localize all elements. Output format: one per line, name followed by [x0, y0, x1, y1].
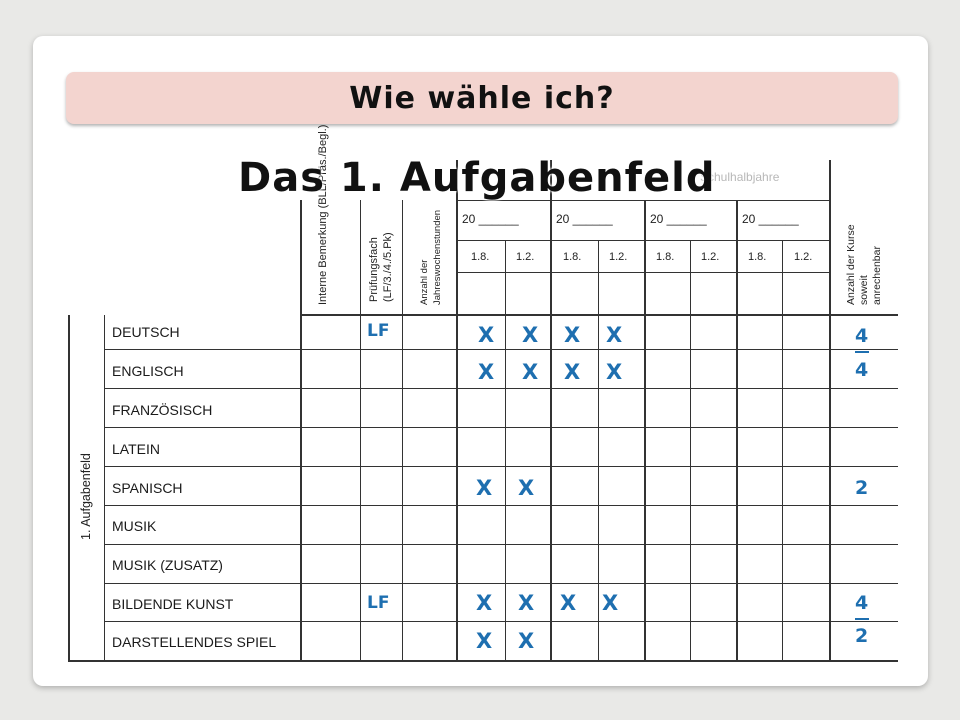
darstellendes-spiel-x-mark: X: [476, 629, 493, 653]
year-label: 20 ______: [462, 212, 519, 226]
bildende-kunst-x-mark: X: [602, 591, 619, 615]
deutsch-course-count: 4: [855, 325, 869, 347]
spanisch-course-count: 2: [855, 477, 869, 499]
semester-label: 1.2.: [609, 251, 628, 263]
col-line: [360, 200, 361, 660]
deutsch-x-mark: X: [478, 323, 495, 347]
row-line: [104, 466, 898, 467]
subject-musik: MUSIK: [112, 518, 157, 534]
subject-latein: LATEIN: [112, 441, 160, 457]
semester-label: 1.8.: [656, 251, 675, 263]
deutsch-x-mark: X: [522, 323, 539, 347]
row-line: [104, 505, 898, 506]
header-line: [456, 272, 829, 273]
col-line: [505, 240, 506, 660]
col-line: [402, 200, 403, 660]
col-line: [104, 315, 105, 660]
col-line: [690, 240, 691, 660]
header-course-count-1: Anzahl der Kurse: [845, 224, 857, 305]
subject-darstellendes-spiel: DARSTELLENDES SPIEL: [112, 634, 277, 650]
row-line: [104, 388, 898, 389]
row-line: [104, 544, 898, 545]
subject-franzoesisch: FRANZÖSISCH: [112, 402, 213, 418]
header-course-count-2: soweit: [858, 275, 870, 305]
row-line: [104, 621, 898, 622]
bildende-kunst-count-underline: [855, 618, 869, 620]
row-line: [104, 427, 898, 428]
year-label: 20 ______: [742, 212, 799, 226]
semester-label: 1.8.: [471, 251, 490, 263]
header-exam-subject-1: Prüfungsfach: [368, 237, 380, 302]
subject-deutsch: DEUTSCH: [112, 324, 180, 340]
col-line: [782, 240, 783, 660]
col-line: [598, 240, 599, 660]
header-line: [456, 240, 829, 241]
semester-label: 1.2.: [516, 251, 535, 263]
subject-spanisch: SPANISCH: [112, 480, 183, 496]
header-weekly-hours-2: Jahreswochenstunden: [432, 209, 443, 305]
col-line: [550, 160, 552, 660]
year-label: 20 ______: [556, 212, 613, 226]
header-course-count-3: anrechenbar: [871, 246, 883, 305]
row-line: [104, 349, 898, 350]
col-line: [829, 160, 831, 660]
semester-label: 1.8.: [748, 251, 767, 263]
subject-englisch: ENGLISCH: [112, 363, 184, 379]
banner-title: Wie wähle ich?: [349, 80, 615, 116]
bildende-kunst-x-mark: X: [518, 591, 535, 615]
spanisch-x-mark: X: [518, 476, 535, 500]
deutsch-count-underline: [855, 351, 869, 353]
englisch-x-mark: X: [522, 360, 539, 384]
englisch-x-mark: X: [606, 360, 623, 384]
year-label: 20 ______: [650, 212, 707, 226]
subject-musik-zusatz: MUSIK (ZUSATZ): [112, 557, 223, 573]
darstellendes-spiel-course-count: 2: [855, 625, 869, 647]
col-line: [456, 160, 458, 660]
deutsch-x-mark: X: [564, 323, 581, 347]
darstellendes-spiel-x-mark: X: [518, 629, 535, 653]
faded-header: Schulhalbjahre: [700, 170, 780, 184]
semester-label: 1.8.: [563, 251, 582, 263]
field-bracket-line: [68, 315, 70, 660]
header-remarks: Interne Bemerkung (BLL/Präs./Begl.): [317, 124, 329, 305]
englisch-course-count: 4: [855, 359, 869, 381]
deutsch-x-mark: X: [606, 323, 623, 347]
header-bottom-line: [300, 314, 898, 316]
col-line: [644, 200, 646, 660]
bildende-kunst-x-mark: X: [476, 591, 493, 615]
semester-label: 1.2.: [701, 251, 720, 263]
table-bottom-border: [68, 660, 898, 662]
semester-label: 1.2.: [794, 251, 813, 263]
row-line: [104, 583, 898, 584]
field-label: 1. Aufgabenfeld: [79, 453, 93, 540]
spanisch-x-mark: X: [476, 476, 493, 500]
englisch-x-mark: X: [478, 360, 495, 384]
bildende-kunst-course-count: 4: [855, 592, 869, 614]
bildende-kunst-x-mark: X: [560, 591, 577, 615]
col-line: [300, 200, 302, 660]
header-weekly-hours-1: Anzahl der: [419, 259, 430, 305]
englisch-x-mark: X: [564, 360, 581, 384]
subject-bildende-kunst: BILDENDE KUNST: [112, 596, 234, 612]
subtitle: Das 1. Aufgabenfeld: [238, 155, 716, 201]
deutsch-lf-mark: LF: [367, 321, 390, 341]
col-line: [736, 200, 738, 660]
bildende-kunst-lf-mark: LF: [367, 593, 390, 613]
header-exam-subject-2: (LF/3./4./5.Pk): [382, 232, 394, 302]
